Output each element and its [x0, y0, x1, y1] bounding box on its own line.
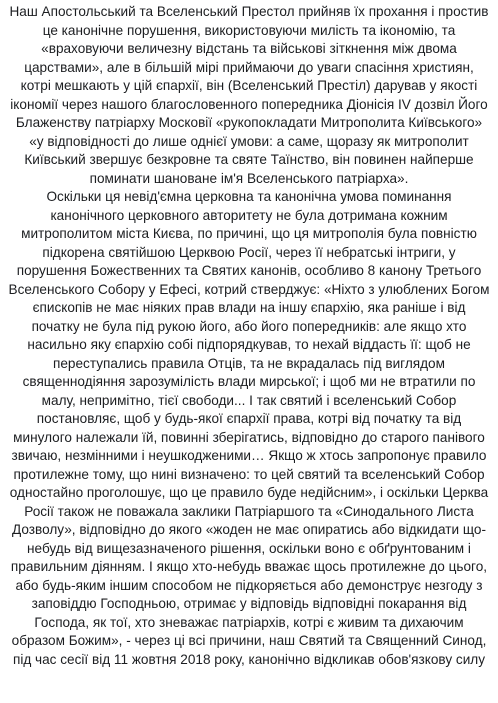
post-paragraph: Оскільки ця невід'ємна церковна та канонічна умова поминання канонічного церковного авторитету не була дотримана кожним митрополитом міста Києва, по причині, що ця митрополія була повністю підкорена святійшою Церквою Росії, через її небратські інтриги, у порушення Божественних та Святих канонів, особливо 8 канону Третього Вселенського Собору у Ефесі, котрий стверджує: «Ніхто з улюблених Богом єпископів не має ніяких прав влади на іншу єпархію, яка раніше і від початку не була під рукою його, або його попередників: але якщо хто насильно яку єпархію собі підпорядкував, то нехай віддасть її: щоб не переступались правила Отців, та не вкрадалась під виглядом священнодіяння зарозумілість влади мирської; і щоб ми не втратили по малу, непримітно, тієї свободи... І так святий і вселенський Собор постановляє, щоб у будь-якої єпархії права, котрі від початку та від минулого належали їй, повинні зберігатись, відповідно до старого панівого звичаю, незмінними і неушкодженими… Якщо ж хтось запропонує правило протилежне тому, що нині визначено: то цей святий та вселенський Собор одностайно проголошує, що це правило буде недійсним», і оскільки Церква Росії також не поважала заклики Патріаршого та «Синодального Листа Дозволу», відповідно до якого «жоден не має опиратись або відкидати що-небудь від вищезазначеного рішення, оскільки воно є обґрунтованим і правильним діянням. І якщо хто-небудь вважає щось протилежне до цього, або будь-яким іншим способом не підкоряється або демонструє незгоду з заповіддю Господньою, отримає у відповідь відповідні покарання від Господа, як тої, хто зневажає патріархів, котрі є живим та дихаючим образом Божим», - через ці всі причини, наш Святий та Священний Синод, під час сесії від 11 жовтня 2018 року, канонічно відкликав обов'язкову силу: [8, 189, 490, 667]
post-paragraph: Наш Апостольський та Вселенський Престол прийняв їх прохання і простив це канонічне порушення, використовуючи милість та ікономію, та «враховуючи величезну відстань та військові зіткнення між двома царствами», але в більшій мірі приймаючи до уваги спасіння християн, котрі мешкають у цій єпархії, він (Вселенський Престіл) дарував у якості ікономії через нашого благословенного попередника Діонісія IV дозвіл Його Блаженству патріарху Московії «рукопокладати Митрополита Київського» «у відповідності до лише однієї умови: а саме, щоразу як митрополит Київський звершує безкровне та святе Таїнство, він повинен найперше поминати шанованe ім'я Вселенського патріарха».: [9, 4, 489, 186]
